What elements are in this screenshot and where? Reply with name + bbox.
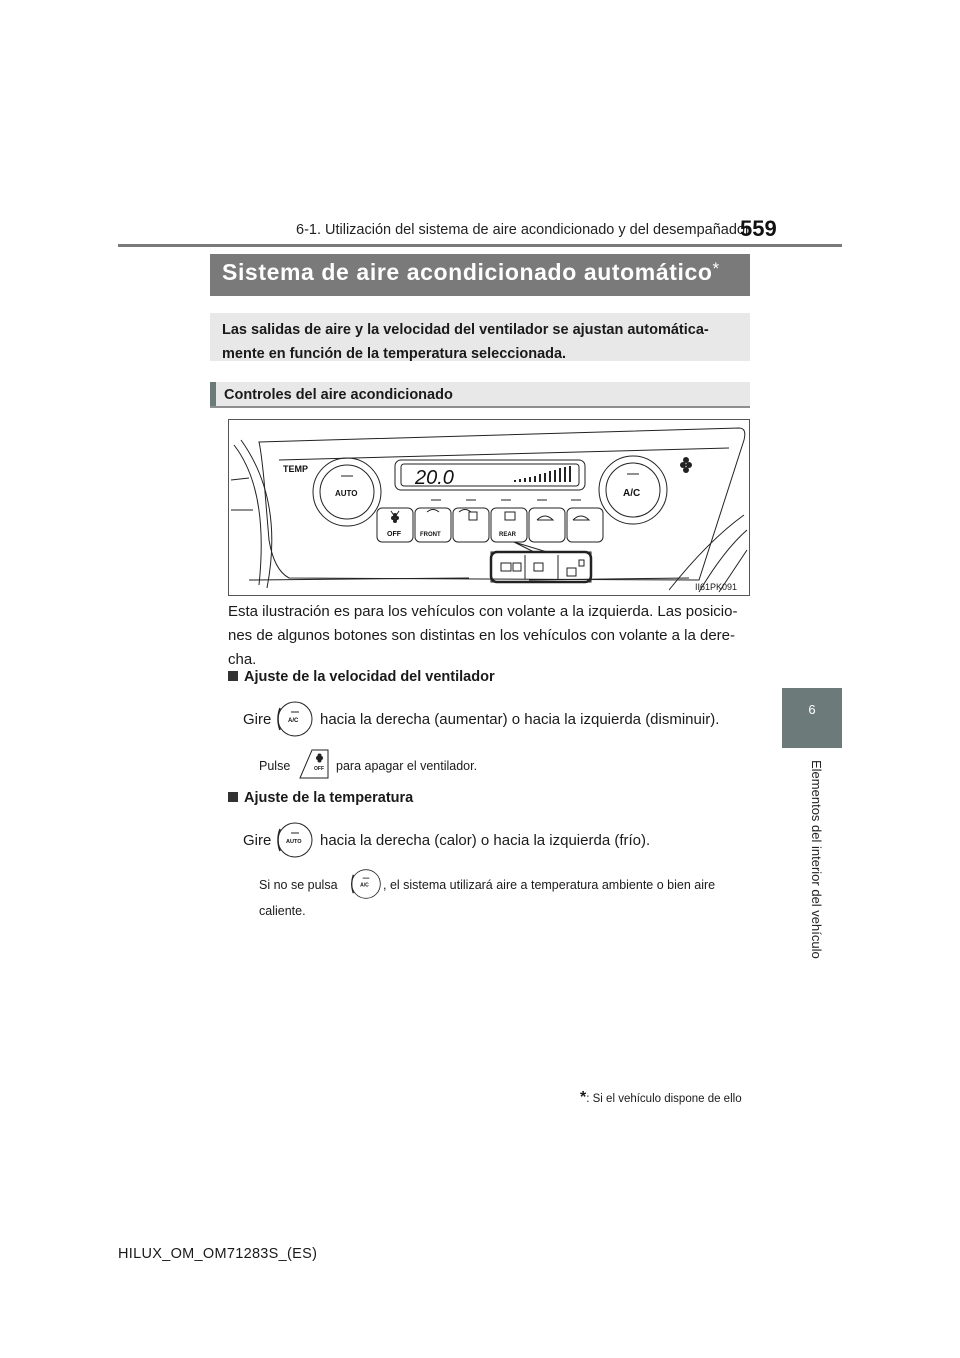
title-bar bbox=[210, 254, 750, 296]
note-text: , el sistema utilizará aire a temperatura ambiente o bien aire bbox=[383, 878, 716, 892]
fan-gire: Gire bbox=[243, 711, 272, 728]
ac-label: A/C bbox=[623, 488, 641, 499]
temp-text: hacia la derecha (calor) o hacia la izquierda (frío). bbox=[320, 832, 651, 849]
front-label: FRONT bbox=[420, 532, 441, 538]
fan-heading-text: Ajuste de la velocidad del ventilador bbox=[244, 669, 495, 685]
ac-knob-small-icon bbox=[350, 868, 382, 900]
footnote-text: : Si el vehículo dispone de ello bbox=[586, 1093, 742, 1105]
off-icon-label: OFF bbox=[314, 766, 324, 772]
display-temperature: 20.0 bbox=[415, 467, 454, 489]
para-line-3: cha. bbox=[228, 651, 257, 668]
document-code: HILUX_OM_OM71283S_(ES) bbox=[118, 1246, 318, 1262]
ac-knob-icon bbox=[276, 700, 314, 738]
temp-gire: Gire bbox=[243, 832, 272, 849]
body bbox=[228, 600, 750, 672]
header-rule bbox=[118, 244, 842, 247]
subheading-underline bbox=[210, 406, 750, 408]
ac-knob-small-label: A/C bbox=[360, 882, 369, 889]
bullet-square-icon bbox=[228, 671, 238, 681]
fan-pulse-text: para apagar el ventilador. bbox=[336, 759, 478, 773]
auto-label: AUTO bbox=[335, 489, 358, 498]
para-line-1: Esta ilustración es para los vehículos con volante a la izquierda. Las posicio- bbox=[228, 603, 738, 620]
intro-line-2: mente en función de la temperatura seleccionada. bbox=[222, 346, 567, 362]
bullet-square-icon bbox=[228, 792, 238, 802]
chapter-tab bbox=[782, 688, 842, 748]
chapter-title: Elementos del interior del vehículo bbox=[809, 760, 824, 959]
temp-label: TEMP bbox=[283, 464, 309, 474]
ac-knob-label: A/C bbox=[288, 718, 299, 724]
ac-panel-illustration bbox=[228, 419, 750, 596]
note-line-2: caliente. bbox=[259, 904, 306, 918]
note-prefix: Si no se pulsa bbox=[259, 878, 338, 892]
intro-line-1: Las salidas de aire y la velocidad del ventilador se ajustan automática- bbox=[222, 322, 709, 338]
fan-icon bbox=[680, 457, 692, 473]
auto-knob-label: AUTO bbox=[286, 839, 302, 845]
fan-text: hacia la derecha (aumentar) o hacia la izquierda (disminuir). bbox=[320, 711, 720, 728]
temp-heading bbox=[228, 790, 413, 806]
fan-pulse: Pulse bbox=[259, 759, 291, 773]
page-title: Sistema de aire acondicionado automático bbox=[222, 259, 713, 285]
illustration-code: II61PK091 bbox=[695, 582, 738, 592]
footnote bbox=[580, 1089, 742, 1107]
fan-off-button-icon bbox=[298, 748, 330, 780]
intro-box bbox=[210, 313, 750, 361]
ac-panel-drawing bbox=[229, 420, 749, 595]
title-asterisk: * bbox=[712, 259, 720, 278]
fan-off-icon bbox=[391, 513, 399, 523]
fan-heading bbox=[228, 669, 495, 685]
footnote-asterisk: * bbox=[580, 1089, 587, 1106]
rear-label: REAR bbox=[499, 532, 517, 538]
subheading: Controles del aire acondicionado bbox=[224, 387, 453, 403]
temp-heading-text: Ajuste de la temperatura bbox=[244, 790, 414, 806]
auto-knob-icon bbox=[276, 821, 314, 859]
para-line-2: nes de algunos botones son distintas en los vehículos con volante a la dere- bbox=[228, 627, 735, 644]
off-label: OFF bbox=[387, 531, 401, 538]
section-title: 6-1. Utilización del sistema de aire acondicionado y del desempañador bbox=[296, 222, 750, 238]
chapter-number: 6 bbox=[808, 702, 816, 717]
page-number: 559 bbox=[740, 216, 777, 241]
subheading-accent bbox=[210, 382, 216, 408]
